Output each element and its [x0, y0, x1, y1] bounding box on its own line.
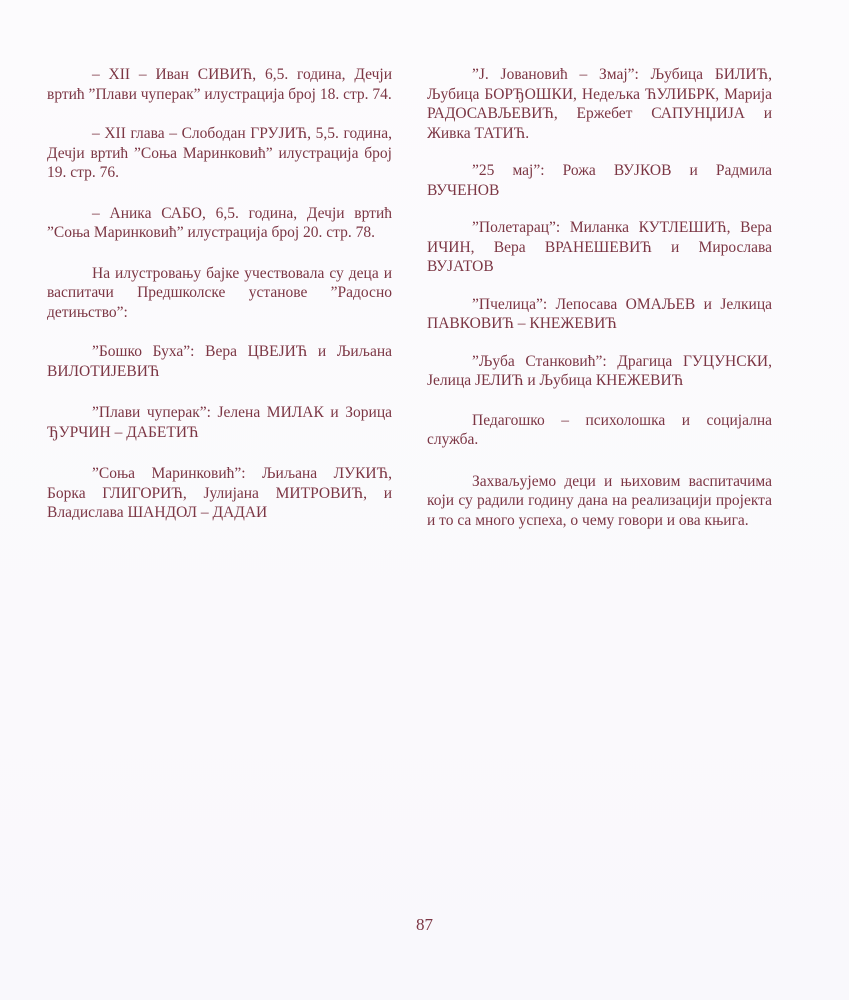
- page-number: 87: [416, 915, 433, 934]
- kindergarten-zmaj: ”Ј. Јовановић – Змај”: Љубица БИЛИЋ, Љубица БОРЂОШКИ, Недељка ЋУЛИБРК, Марија РАДОСАВЉЕВИЋ, Ержебет САПУНЏИЈА и Живка ТАТИЋ.: [427, 66, 772, 142]
- illustration-credit-19: – XII глава – Слободан ГРУЈИЋ, 5,5. година, Дечји вртић ”Соња Маринковић” илустрација број 19. стр. 76.: [47, 125, 392, 181]
- left-column: [47, 65, 392, 542]
- kindergarten-pcelica: ”Пчелица”: Лепосава ОМАЉЕВ и Јелкица ПАВКОВИЋ – КНЕЖЕВИЋ: [427, 295, 772, 332]
- right-column: [427, 65, 772, 548]
- kindergarten-plavi-cuperak: ”Плави чуперак”: Јелена МИЛАК и Зорица ЂУРЧИН – ДАБЕТИЋ: [47, 404, 392, 441]
- acknowledgement: Захваљујемо деци и њиховим васпитачима који су радили годину дана на реализацији пројекта и то са много успеха, о чему говори и ова књига.: [427, 472, 772, 529]
- kindergarten-sonja-marinkovic: ”Соња Маринковић”: Љиљана ЛУКИЋ, Борка ГЛИГОРИЋ, Јулијана МИТРОВИЋ, и Владислава ШАНДОЛ – ДАДАИ: [47, 465, 392, 521]
- kindergarten-25-maj: ”25 мај”: Рожа ВУЈКОВ и Радмила ВУЧЕНОВ: [427, 162, 772, 199]
- illustration-credit-20: – Аника САБО, 6,5. година, Дечји вртић ”Соња Маринковић” илустрација број 20. стр. 78.: [47, 204, 392, 241]
- illustration-credit-18: – XII – Иван СИВИЋ, 6,5. година, Дечји вртић ”Плави чуперак” илустрација број 18. стр. 74.: [47, 66, 392, 103]
- kindergarten-ljuba-stankovic: ”Љуба Станковић”: Драгица ГУЦУНСКИ, Јелица ЈЕЛИЋ и Љубица КНЕЖЕВИЋ: [427, 352, 772, 389]
- kindergarten-poletarac: ”Полетарац”: Миланка КУТЛЕШИЋ, Вера ИЧИН, Вера ВРАНЕШЕВИЋ и Мирослава ВУЈАТОВ: [427, 219, 772, 275]
- participants-intro: На илустровању бајке учествовала су деца и васпитачи Предшколске установе ”Радосно детињство”:: [47, 264, 392, 321]
- kindergarten-bosko-buha: ”Бошко Буха”: Вера ЦВЕЈИЋ и Љиљана ВИЛОТИЈЕВИЋ: [47, 343, 392, 380]
- pedagogical-service: Педагошко – психолошка и социјална служба.: [427, 411, 772, 448]
